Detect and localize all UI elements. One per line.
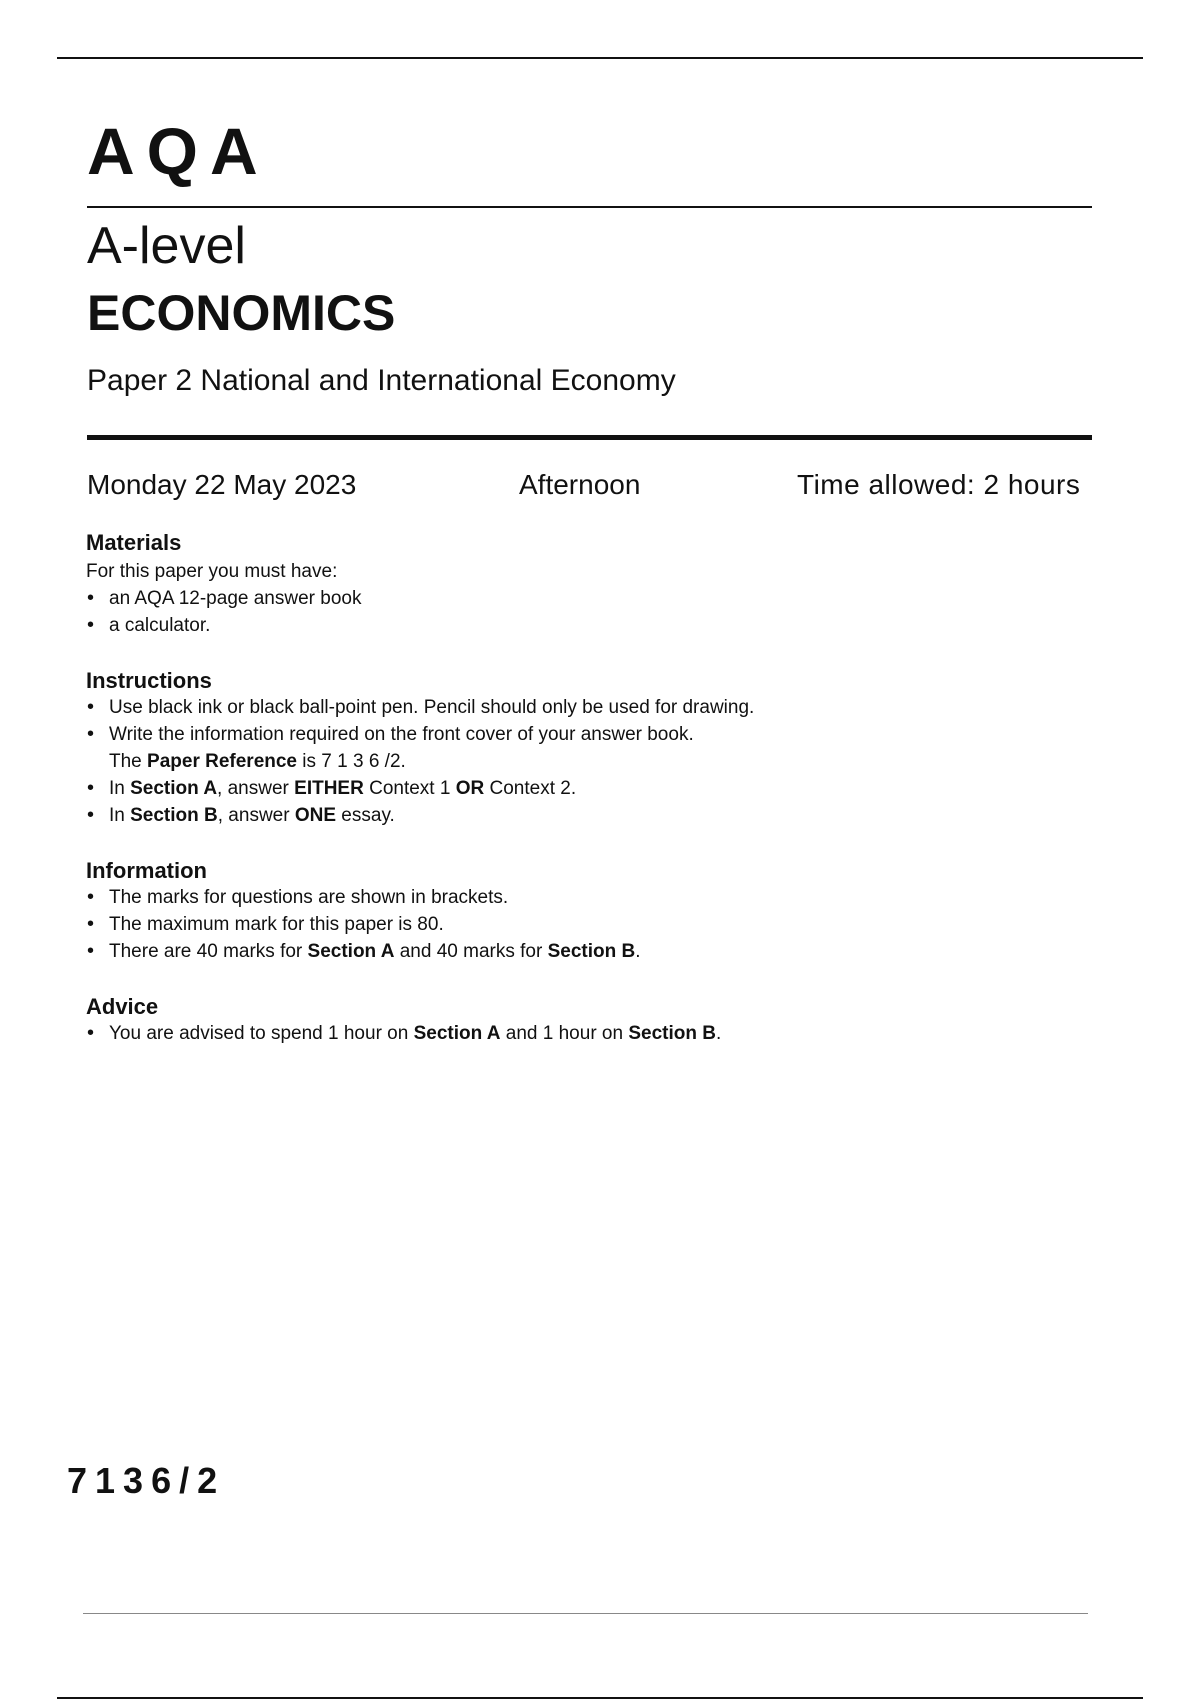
information-section [86,857,1086,965]
aqa-logo: AQA [87,114,270,188]
list-item: • In Section B, answer ONE essay. [86,802,1086,829]
information-list [86,884,1086,965]
qualification-level: A-level [87,217,246,275]
list-item: • a calculator. [86,612,1086,639]
instructions-section [86,667,1086,829]
time-allowed: Time allowed: 2 hours [797,469,1081,500]
materials-intro: For this paper you must have: [86,561,338,582]
list-item: • The marks for questions are shown in brackets. [86,884,1086,911]
paper-title: Paper 2 National and International Economy [87,364,676,397]
footer-rule [83,1613,1088,1614]
list-item: • There are 40 marks for Section A and 40 marks for Section B. [86,938,1086,965]
list-item: • an AQA 12-page answer book [86,585,1086,612]
advice-section [86,993,1086,1047]
exam-session: Afternoon [519,469,641,500]
instructions-heading: Instructions [86,668,212,693]
advice-list [86,1020,1086,1047]
exam-date: Monday 22 May 2023 [87,469,357,500]
materials-list [86,585,1086,639]
instructions-list [86,694,1086,829]
information-heading: Information [86,858,207,883]
paper-code: 7136/2 [67,1460,226,1501]
list-item: • The maximum mark for this paper is 80. [86,911,1086,938]
top-rule [57,57,1143,59]
title-rule [87,435,1092,440]
list-item: • Use black ink or black ball-point pen. Pencil should only be used for drawing. [86,694,1086,721]
list-item: • In Section A, answer EITHER Context 1 OR Context 2. [86,775,1086,802]
list-item: • Write the information required on the front cover of your answer book. The Paper Reference is 7 1 3 6 /2. [86,721,1086,775]
subject-title: ECONOMICS [87,285,396,341]
advice-heading: Advice [86,994,159,1019]
bottom-rule [57,1697,1143,1699]
list-item: • You are advised to spend 1 hour on Section A and 1 hour on Section B. [86,1020,1086,1047]
materials-heading: Materials [86,530,182,555]
materials-section [86,529,1086,639]
logo-rule [87,206,1092,208]
